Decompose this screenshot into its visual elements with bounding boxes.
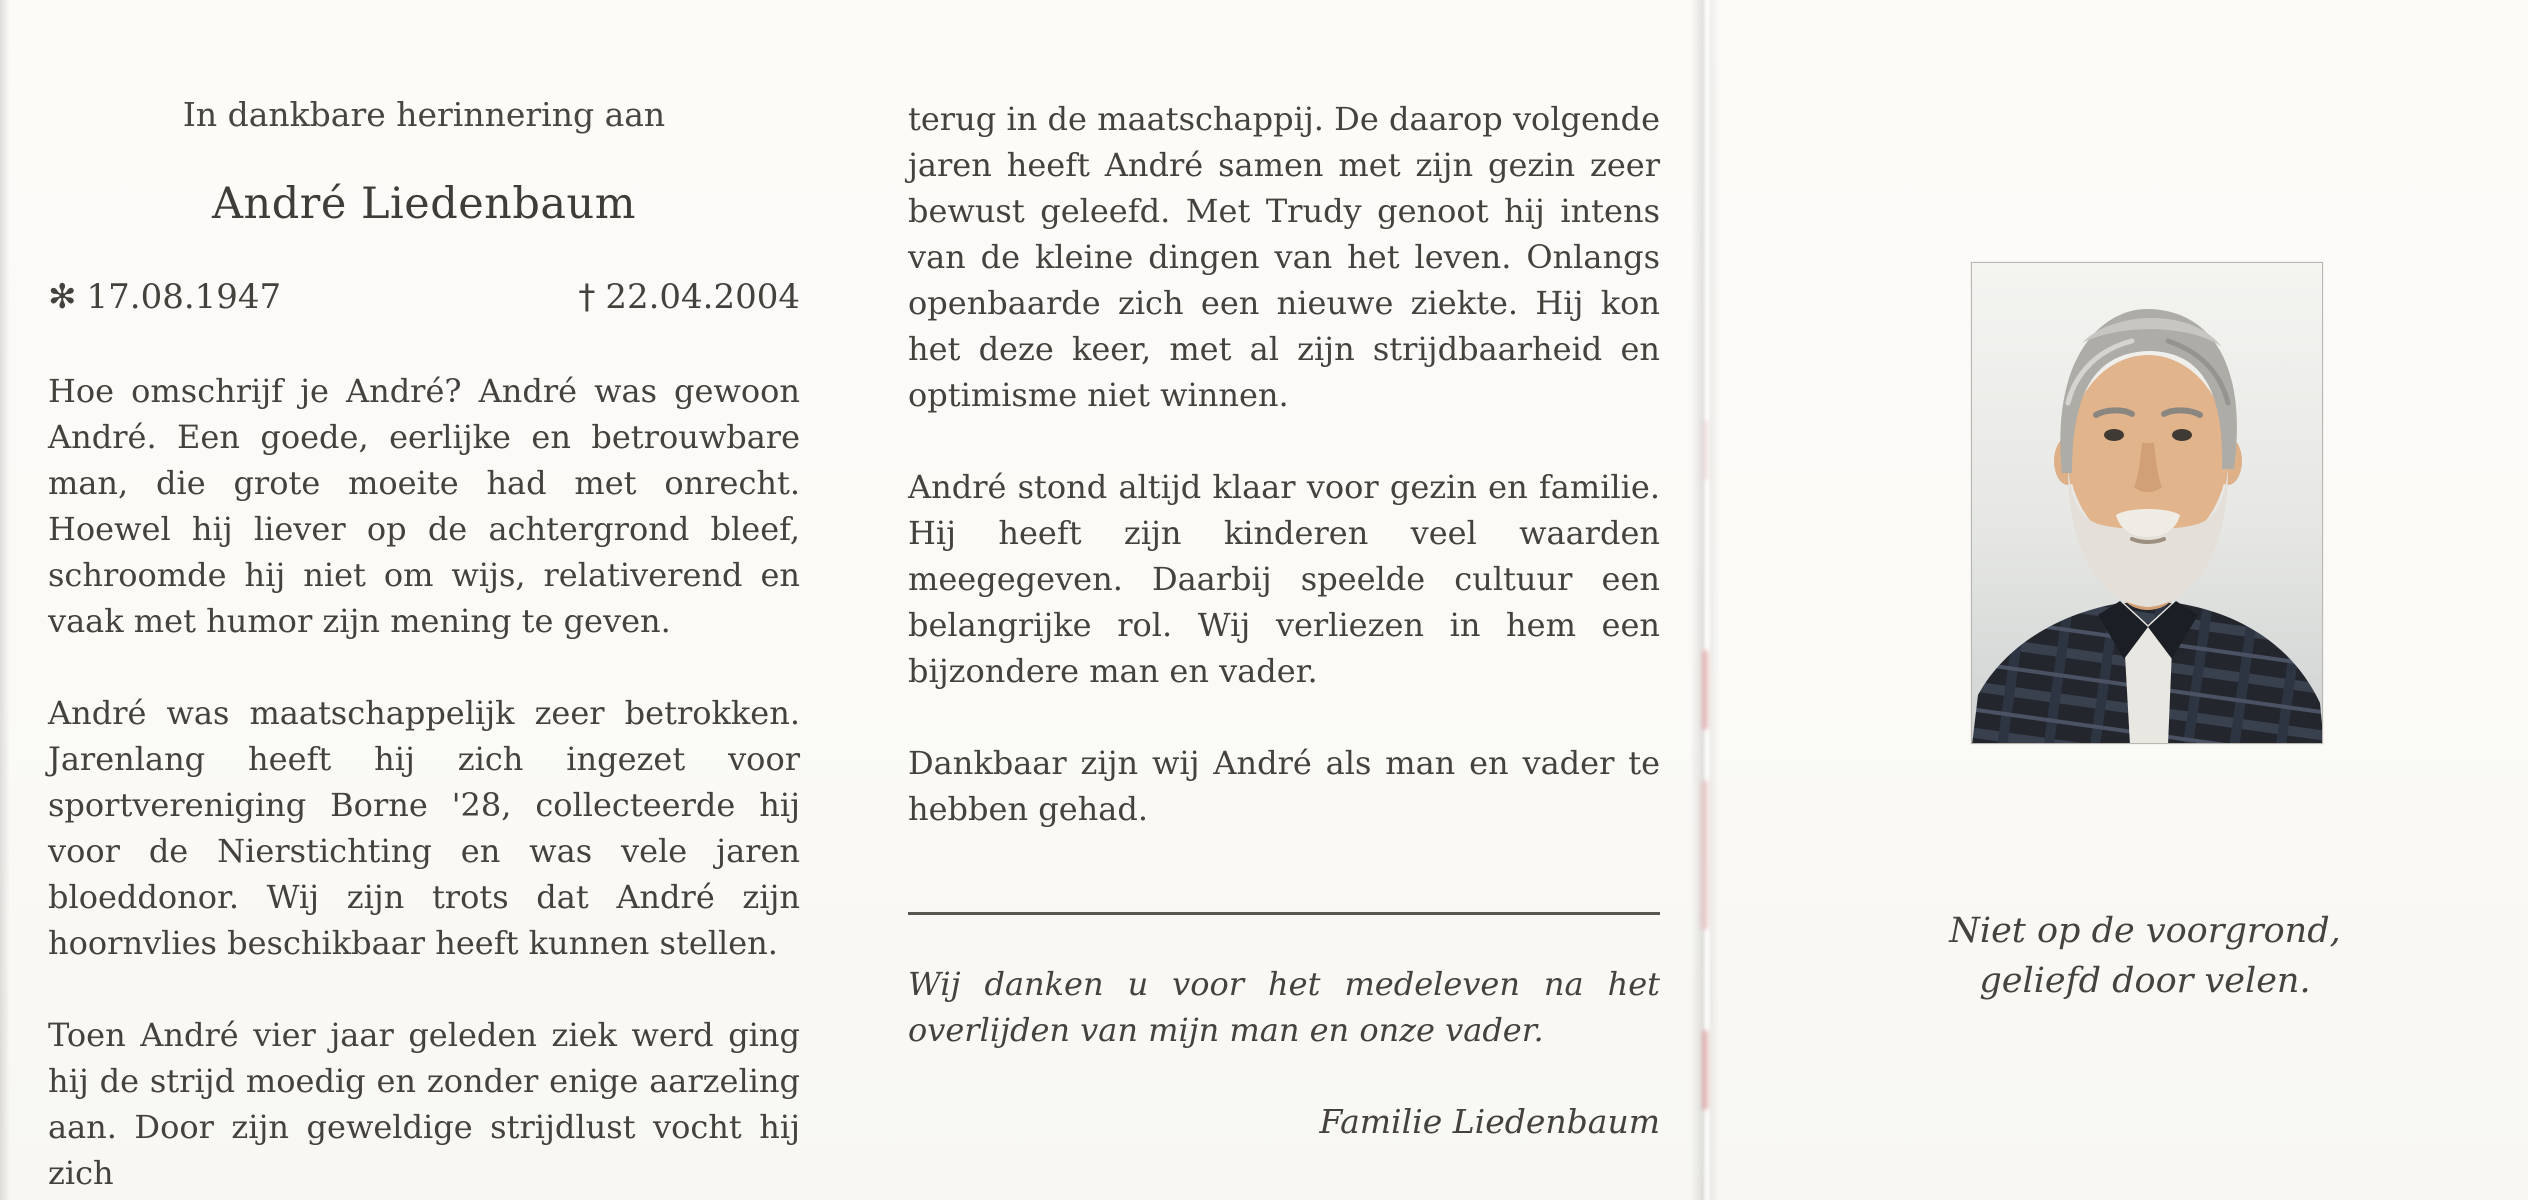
- fold-ink-mark: [1702, 1030, 1708, 1110]
- caption-line: geliefd door velen.: [1979, 961, 2311, 1001]
- paragraph: André was maatschappelijk zeer betrokken. Jarenlang heeft hij zich ingezet voor sportvereniging Borne '28, collecteerde hij voor de Nierstichting en was vele jaren bloeddonor. Wij zijn trots dat André zijn hoornvlies beschikbaar heeft kunnen stellen.: [48, 694, 800, 962]
- fold-ink-mark: [1703, 420, 1708, 480]
- death-date-text: 22.04.2004: [605, 277, 800, 317]
- fold-line: [1690, 0, 1720, 1200]
- paragraph: Dankbaar zijn wij André als man en vader te hebben gehad.: [908, 744, 1660, 828]
- fold-ink-mark: [1702, 650, 1708, 730]
- portrait-illustration: [1972, 263, 2323, 744]
- thanks-text: Wij danken u voor het medeleven na het overlijden van mijn man en onze vader.: [908, 965, 1660, 1049]
- dates-row: [48, 274, 800, 320]
- birth-date-text: 17.08.1947: [86, 277, 282, 317]
- deceased-name: André Liedenbaum: [212, 179, 636, 229]
- middle-column: [908, 96, 1660, 1145]
- paragraph: Toen André vier jaar geleden ziek werd ging hij de strijd moedig en zonder enige aarzeling aan. Door zijn geweldige strijdlust vocht hij zich: [48, 1016, 800, 1192]
- photo-caption: [1850, 906, 2440, 1006]
- divider-line: [908, 912, 1660, 915]
- intro-line: In dankbare herinnering aan: [182, 95, 666, 134]
- death-cross-icon: †: [578, 277, 596, 317]
- paragraph: Hoe omschrijf je André? André was gewoon André. Een goede, eerlijke en betrouwbare man, die grote moeite had met onrecht. Hoewel hij liever op de achtergrond bleef, schroomde hij niet om wijs, relativerend en vaak met humor zijn mening te geven.: [48, 372, 800, 640]
- fold-ink-mark: [1701, 780, 1708, 930]
- scan-edge: [0, 0, 10, 1200]
- left-column: [48, 92, 800, 1196]
- birth-date: [48, 274, 281, 320]
- birth-star-icon: ✻: [48, 277, 77, 317]
- death-date: [578, 274, 800, 320]
- paragraph: terug in de maatschappij. De daarop volgende jaren heeft André samen met zijn gezin zeer bewust geleefd. Met Trudy genoot hij intens van de kleine dingen van het leven. Onlangs openbaarde zich een nieuwe ziekte. Hij kon het deze keer, met al zijn strijdbaarheid en optimisme niet winnen.: [908, 100, 1660, 414]
- family-signature: Familie Liedenbaum: [1319, 1102, 1660, 1141]
- paragraph: André stond altijd klaar voor gezin en familie. Hij heeft zijn kinderen veel waarden meegegeven. Daarbij speelde cultuur een belangrijke rol. Wij verliezen in hem een bijzondere man en vader.: [908, 468, 1660, 690]
- caption-line: Niet op de voorgrond,: [1949, 911, 2341, 951]
- portrait-photo: [1971, 262, 2323, 744]
